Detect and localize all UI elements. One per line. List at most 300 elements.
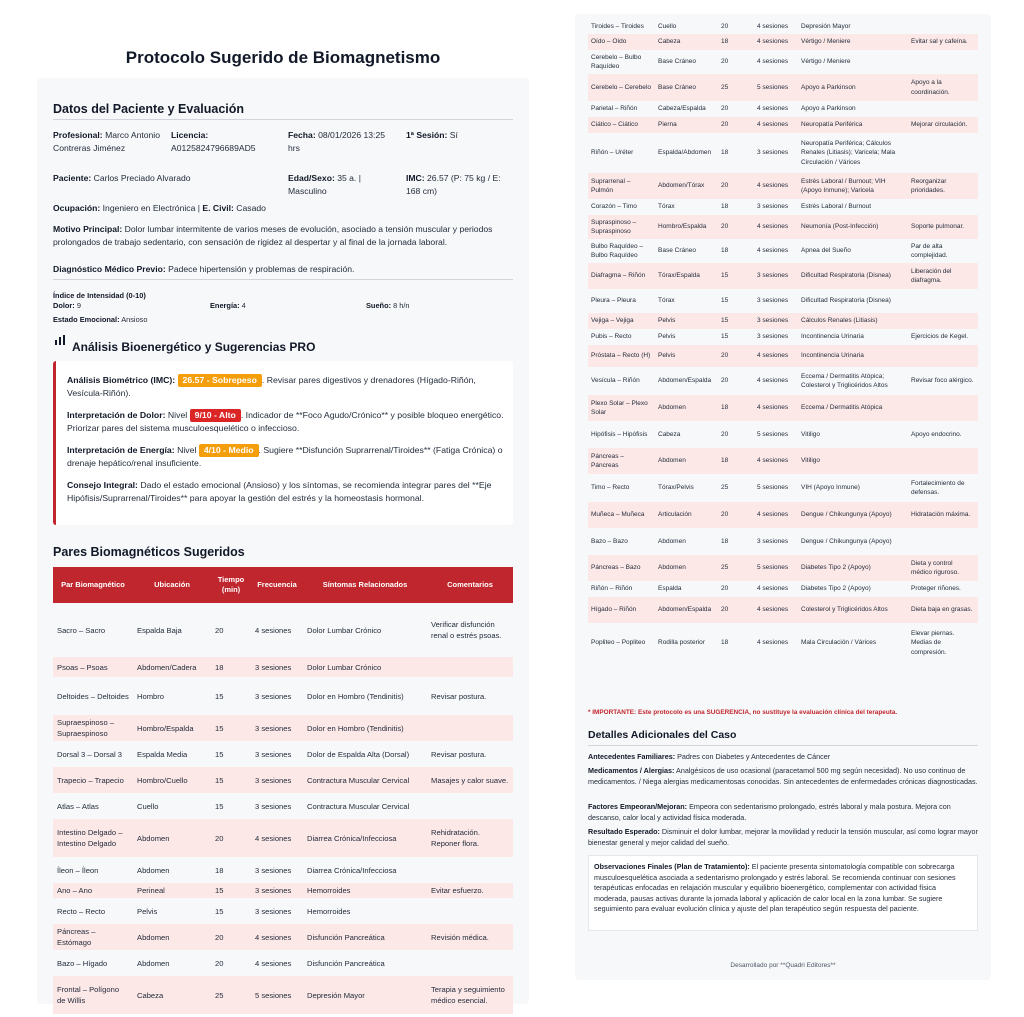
table-cell: Hombro <box>137 691 165 701</box>
table-cell: Diabetes Tipo 2 (Apoyo) <box>801 585 871 593</box>
table-cell: Espalda/Abdomen <box>658 149 712 157</box>
table-cell: Suprarrenal – Pulmón <box>588 173 655 199</box>
table-cell: 4 sesiones <box>754 502 798 528</box>
table-cell: Dengue / Chikungunya (Apoyo) <box>801 537 892 545</box>
table-cell: Abdomen <box>655 448 718 474</box>
field-dolor: Dolor: 9 <box>53 301 81 310</box>
table-row <box>588 367 978 395</box>
table-cell: Base Cráneo <box>655 74 718 101</box>
patient-card <box>37 78 529 1004</box>
field-sueno: Sueño: 8 h/n <box>366 301 410 310</box>
table-cell: Pelvis <box>137 906 158 916</box>
table-cell: Pelvis <box>658 333 676 341</box>
table-cell: Hidratación máxima. <box>908 502 978 528</box>
table-cell: Pierna <box>655 117 718 133</box>
table-cell: Neumonía (Post-Infección) <box>798 215 908 239</box>
table-cell: 4 sesiones <box>754 395 798 421</box>
field-profesional: Profesional: Marco Antonio Contreras Jiménez <box>53 130 160 153</box>
imc-badge: 26.57 - Sobrepeso <box>178 374 262 387</box>
table-row <box>588 448 978 474</box>
table-cell: Articulación <box>655 502 718 528</box>
table-row <box>588 289 978 313</box>
table-cell: Hígado – Riñón <box>588 597 655 623</box>
table-row <box>53 657 513 677</box>
table-row <box>588 395 978 421</box>
table-cell <box>427 950 513 976</box>
table-cell: Vesícula – Riñón <box>591 377 640 385</box>
table-cell: 18 <box>721 247 729 255</box>
table-cell: 5 sesiones <box>754 555 798 581</box>
table-cell: 20 <box>211 924 251 950</box>
table-cell: Íleon – Íleon <box>57 865 99 875</box>
table-cell: Abdomen <box>658 537 686 545</box>
table-cell: Mejorar circulación. <box>908 117 978 133</box>
table-row <box>588 313 978 329</box>
table-cell: Neuropatía Periférica; Cálculos Renales (Litiasis); Varicela; Mala Circulación / Várices <box>801 139 896 166</box>
table-row <box>588 329 978 345</box>
table-cell: Abdomen/Espalda <box>658 377 712 385</box>
table-cell <box>427 715 513 741</box>
field-energia: Energía: 4 <box>210 301 246 310</box>
table-cell: 20 <box>721 23 729 31</box>
field-ocupacion: Ocupación: Ingeniero en Electrónica | E. Civil: Casado <box>53 203 266 213</box>
header-tiempo: Tiempo (min) <box>211 567 251 603</box>
table-row <box>53 924 513 950</box>
table-cell: Diafragma – Riñón <box>588 263 655 289</box>
table-cell: Vértigo / Meniere <box>801 58 851 66</box>
table-cell: 20 <box>721 105 729 113</box>
table-cell: 18 <box>721 639 729 647</box>
table-cell: Bulbo Raquídeo – Bulbo Raquídeo <box>591 242 644 259</box>
table-row <box>53 819 513 857</box>
table-cell: 3 sesiones <box>255 865 292 875</box>
pairs-title: Pares Biomagnéticos Sugeridos <box>53 545 245 559</box>
table-cell: 20 <box>718 345 754 367</box>
table-cell <box>427 793 513 819</box>
table-row <box>588 581 978 597</box>
table-cell: 5 sesiones <box>251 976 303 1014</box>
table-cell: Abdomen/Tórax <box>655 173 718 199</box>
table-cell: 4 sesiones <box>757 58 789 66</box>
table-cell: Hombro/Cuello <box>133 767 211 793</box>
table-cell: Apoyo a Parkinson <box>798 74 908 101</box>
table-row <box>588 74 978 101</box>
table-cell: 20 <box>721 430 729 438</box>
table-cell <box>908 289 978 313</box>
table-cell: 3 sesiones <box>255 691 292 701</box>
table-cell: Revisar foco alérgico. <box>911 377 974 385</box>
table-cell: Recto – Recto <box>57 906 106 916</box>
table-cell: Apoyo a Parkinson <box>801 105 856 113</box>
table-cell: 18 <box>721 537 729 545</box>
table-cell: Depresión Mayor <box>801 23 851 31</box>
table-cell: Apoyo a la coordinación. <box>908 74 978 101</box>
pain-badge: 9/10 - Alto <box>190 409 241 422</box>
table-cell: 18 <box>718 395 754 421</box>
table-cell: 18 <box>718 34 754 50</box>
table-cell: Intestino Delgado – Intestino Delgado <box>53 819 133 857</box>
table-cell <box>908 199 978 215</box>
table-cell: Verificar disfunción renal o estrés psoas. <box>431 620 502 640</box>
analysis-energy: Interpretación de Energía: Nivel 4/10 - Medio . Sugiere **Disfunción Suprarrenal/Tiroides** (Fatiga Crónica) o drenaje hepático/renal insuficiente. <box>67 445 503 468</box>
table-cell: Supraspinoso – Supraspinoso <box>588 215 655 239</box>
table-cell: 4 sesiones <box>754 345 798 367</box>
table-cell: 18 <box>211 657 251 677</box>
field-motivo: Motivo Principal: Dolor lumbar intermitente de varios meses de evolución, asociado a tensión muscular y periodos prolongados de trabajo sedentario, con sensación de rigidez al despertar y al final de la jornada laboral. <box>53 224 493 247</box>
header-ubicacion: Ubicación <box>133 567 211 603</box>
table-cell: Abdomen <box>655 555 718 581</box>
table-cell: Corazón – Timo <box>591 203 637 211</box>
table-cell: Contractura Muscular Cervical <box>307 801 410 811</box>
table-cell: Elevar piernas. Medias de compresión. <box>911 629 955 656</box>
table-cell: Depresión Mayor <box>303 976 427 1014</box>
table-cell: Diarrea Crónica/Infecciosa <box>303 819 427 857</box>
table-cell: 3 sesiones <box>757 149 789 157</box>
table-cell: 3 sesiones <box>251 657 303 677</box>
header-comentarios: Comentarios <box>427 567 513 603</box>
detail-antecedentes: Antecedentes Familiares: Padres con Diabetes y Antecedentes de Cáncer <box>588 752 831 761</box>
analysis-pain: Interpretación de Dolor: Nivel 9/10 - Alto . Indicador de **Foco Agudo/Crónico** y posible bloqueo energético. Priorizar pares del sistema musculoesquelético o infeccioso. <box>67 410 504 433</box>
table-cell: Bazo – Hígado <box>57 958 108 968</box>
protocol-page-right <box>575 14 991 980</box>
table-cell: Evitar esfuerzo. <box>427 883 513 898</box>
table-cell: Eccema / Dermatitis Atópica <box>798 395 908 421</box>
table-cell: Par de alta complejidad. <box>911 242 948 259</box>
table-cell: Mala Circulación / Várices <box>801 639 877 647</box>
table-cell: Neuropatía Periférica <box>798 117 908 133</box>
table-cell: Bazo – Bazo <box>591 537 628 545</box>
table-row <box>588 215 978 239</box>
table-row <box>588 20 978 34</box>
table-cell: 4 sesiones <box>757 105 789 113</box>
table-cell: Vejiga – Vejiga <box>588 313 655 329</box>
table-cell: Sacro – Sacro <box>57 625 106 635</box>
table-row <box>588 474 978 502</box>
field-diagnostico: Diagnóstico Médico Previo: Padece hipertensión y problemas de respiración. <box>53 264 355 274</box>
table-cell: 18 <box>721 149 729 157</box>
table-cell: Rodilla posterior <box>658 639 705 647</box>
table-cell: Disfunción Pancreática <box>307 958 385 968</box>
table-row <box>53 793 513 819</box>
table-cell: 15 <box>215 906 224 916</box>
table-cell <box>908 448 978 474</box>
table-cell: Dorsal 3 – Dorsal 3 <box>57 749 122 759</box>
table-cell: Pubis – Recto <box>591 333 632 341</box>
table-row <box>588 597 978 623</box>
table-cell <box>908 101 978 117</box>
table-cell: Reorganizar prioridades. <box>908 173 978 199</box>
table-cell: 20 <box>215 958 224 968</box>
table-cell <box>908 133 978 173</box>
table-cell: Supraespinoso – Supraespinoso <box>53 715 133 741</box>
table-cell: 15 <box>721 297 729 305</box>
table-cell: 4 sesiones <box>754 117 798 133</box>
table-cell: Pleura – Pleura <box>591 297 636 305</box>
table-cell: 4 sesiones <box>754 173 798 199</box>
field-estado-emocional: Estado Emocional: Ansioso <box>53 315 148 324</box>
bar-chart-icon <box>54 334 66 346</box>
table-cell: Riñón – Riñón <box>591 585 633 593</box>
table-cell: Rehidratación. Reponer flora. <box>427 819 513 857</box>
table-row <box>588 502 978 528</box>
table-cell: Dolor de Espalda Alta (Dorsal) <box>307 749 410 759</box>
table-row <box>53 603 513 657</box>
table-cell: Soporte pulmonar. <box>908 215 978 239</box>
table-row <box>53 741 513 767</box>
table-cell: Cabeza/Espalda <box>658 105 706 113</box>
table-cell: 15 <box>211 883 251 898</box>
pairs-table-continued <box>588 20 978 663</box>
table-cell: Hombro/Espalda <box>133 715 211 741</box>
table-cell: Atlas – Atlas <box>57 801 99 811</box>
table-cell: Hemorroides <box>307 906 351 916</box>
table-cell: Tórax/Espalda <box>655 263 718 289</box>
table-cell: Proteger riñones. <box>911 585 961 593</box>
table-cell: 20 <box>215 625 224 635</box>
table-header-row <box>53 567 513 603</box>
table-cell: Dieta baja en grasas. <box>908 597 978 623</box>
table-cell: Psoas – Psoas <box>53 657 133 677</box>
detail-medicamentos: Medicamentos / Alergias: Analgésicos de uso ocasional (paracetamol 500 mg según necesidad). No uso continuo de medicamentos. / Niega alergias medicamentosas conocidas. Sin antecedentes de enfermedades crónicas diagnosticadas. <box>588 766 978 786</box>
table-row <box>588 345 978 367</box>
table-cell: 20 <box>718 597 754 623</box>
table-cell <box>908 20 978 34</box>
table-row <box>53 677 513 715</box>
table-cell: 20 <box>718 117 754 133</box>
table-row <box>588 555 978 581</box>
table-cell: Dengue / Chikungunya (Apoyo) <box>798 502 908 528</box>
table-cell: 3 sesiones <box>757 203 789 211</box>
observations-box: Observaciones Finales (Plan de Tratamiento): El paciente presenta sintomatología compatible con sobrecarga musculoesquelética asociada a sedentarismo prolongado y estrés laboral. Se recomienda continuar con sesiones terapéuticas enfocadas en relajación muscular y equilibrio bioenergético, complementar con actividad física moderada, pausas activas durante la jornada laboral y aplicación de calor local en la zona lumbar. Se sugiere seguimiento para evaluar evolución clínica y ajuste del plan terapéutico según respuesta del paciente. <box>588 855 978 931</box>
analysis-biometric: Análisis Biométrico (IMC): 26.57 - Sobrepeso . Revisar pares digestivos y drenadores (Hígado-Riñón, Vesícula-Riñón). <box>67 375 476 398</box>
table-cell: 18 <box>215 865 224 875</box>
table-cell: Ciático – Ciático <box>588 117 655 133</box>
table-cell: Hombro/Espalda <box>655 215 718 239</box>
table-row <box>588 173 978 199</box>
table-row <box>588 50 978 74</box>
header-sintomas: Síntomas Relacionados <box>303 567 427 603</box>
table-cell: Pelvis <box>655 313 718 329</box>
table-cell: Popliteo – Popliteo <box>591 639 646 647</box>
footer-credit: Desarrollado por **Quadri Editores** <box>730 962 836 969</box>
table-row <box>588 133 978 173</box>
table-cell: Páncreas – Estómago <box>53 924 133 950</box>
analysis-title: Análisis Bioenergético y Sugerencias PRO <box>72 340 316 354</box>
detail-factores: Factores Empeoran/Mejoran: Empeora con sedentarismo prolongado, estrés laboral y mala postura. Mejora con descanso, calor local y actividad física moderada. <box>588 802 951 822</box>
table-row <box>588 239 978 263</box>
table-cell: 4 sesiones <box>251 819 303 857</box>
table-cell: Páncreas – Bazo <box>588 555 655 581</box>
table-cell: Cerebelo – Cerebelo <box>588 74 655 101</box>
table-cell: 25 <box>718 74 754 101</box>
table-cell: Frontal – Polígono de Willis <box>53 976 133 1014</box>
table-cell: 18 <box>721 203 729 211</box>
table-cell: 3 sesiones <box>255 801 292 811</box>
field-licencia: Licencia: A0125824796689AD5 <box>171 130 256 153</box>
table-cell: 3 sesiones <box>251 883 303 898</box>
table-row <box>53 767 513 793</box>
table-cell: 4 sesiones <box>757 639 789 647</box>
table-cell: Cálculos Renales (Litiasis) <box>798 313 908 329</box>
table-cell: 4 sesiones <box>754 448 798 474</box>
table-cell: 20 <box>721 585 729 593</box>
table-row <box>53 857 513 883</box>
table-cell: Espalda Media <box>137 749 188 759</box>
table-cell: Liberación del diafragma. <box>908 263 978 289</box>
table-cell: 18 <box>718 448 754 474</box>
table-cell: 20 <box>718 173 754 199</box>
table-cell: Tórax <box>658 203 675 211</box>
table-cell: 3 sesiones <box>754 263 798 289</box>
table-cell: Trapecio – Trapecio <box>53 767 133 793</box>
table-cell: 4 sesiones <box>757 247 789 255</box>
table-cell: Apoyo endocrino. <box>911 430 962 438</box>
details-title: Detalles Adicionales del Caso <box>588 729 737 741</box>
table-cell: 20 <box>718 502 754 528</box>
table-cell: Revisar postura. <box>431 691 487 701</box>
table-cell: Cabeza <box>655 34 718 50</box>
table-cell: Diarrea Crónica/Infecciosa <box>307 865 397 875</box>
table-cell: Diabetes Tipo 2 (Apoyo) <box>798 555 908 581</box>
table-cell: 25 <box>211 976 251 1014</box>
table-cell: Espalda Baja <box>137 625 182 635</box>
header-par: Par Biomagnético <box>53 567 133 603</box>
table-cell <box>908 50 978 74</box>
table-row <box>588 421 978 448</box>
table-cell: Timo – Recto <box>591 484 630 492</box>
table-cell: 15 <box>215 749 224 759</box>
table-cell: 15 <box>718 313 754 329</box>
protocol-page-left <box>37 28 529 1004</box>
table-cell: Evitar sal y cafeína. <box>908 34 978 50</box>
table-cell: Hemorroides <box>303 883 427 898</box>
table-cell: 5 sesiones <box>754 74 798 101</box>
table-cell: Revisión médica. <box>427 924 513 950</box>
table-row <box>53 883 513 898</box>
table-cell: Espalda <box>658 585 682 593</box>
table-cell: Dolor Lumbar Crónico <box>303 657 427 677</box>
table-cell: Muñeca – Muñeca <box>588 502 655 528</box>
table-cell: Contractura Muscular Cervical <box>303 767 427 793</box>
table-cell: 25 <box>721 484 729 492</box>
table-cell: 4 sesiones <box>754 34 798 50</box>
table-cell: 4 sesiones <box>754 597 798 623</box>
table-cell: Dolor Lumbar Crónico <box>307 625 382 635</box>
table-cell: Dolor en Hombro (Tendinitis) <box>303 715 427 741</box>
table-cell: Cuello <box>137 801 159 811</box>
table-cell: Riñón – Uréter <box>591 149 634 157</box>
table-cell: Próstata – Recto (H) <box>588 345 655 367</box>
table-cell <box>908 395 978 421</box>
table-cell: Revisar postura. <box>431 749 487 759</box>
table-cell: Dieta y control médico riguroso. <box>908 555 978 581</box>
table-cell: 20 <box>721 58 729 66</box>
table-cell: Pelvis <box>655 345 718 367</box>
table-cell: Estrés Laboral / Burnout <box>801 203 872 211</box>
table-cell <box>427 657 513 677</box>
analysis-box <box>53 361 513 525</box>
table-cell: Deltoides – Deltoides <box>57 691 129 701</box>
table-cell: Dificultad Respiratoria (Disnea) <box>798 263 908 289</box>
table-cell: Perineal <box>133 883 211 898</box>
table-cell: Ano – Ano <box>53 883 133 898</box>
table-cell <box>908 345 978 367</box>
table-cell: 15 <box>718 263 754 289</box>
table-cell: 3 sesiones <box>255 749 292 759</box>
disclaimer: * IMPORTANTE: Este protocolo es una SUGERENCIA, no sustituye la evaluación clínica del terapeuta. <box>588 709 898 716</box>
table-cell: 5 sesiones <box>757 430 789 438</box>
table-cell: 15 <box>215 691 224 701</box>
table-row <box>53 976 513 1014</box>
table-cell: Vitiligo <box>798 448 908 474</box>
table-cell: 15 <box>721 333 729 341</box>
table-cell <box>427 857 513 883</box>
field-imc: IMC: 26.57 (P: 75 kg / E: 168 cm) <box>406 173 501 196</box>
table-row <box>53 950 513 976</box>
table-cell: 4 sesiones <box>754 215 798 239</box>
table-cell: Masajes y calor suave. <box>427 767 513 793</box>
table-row <box>588 117 978 133</box>
table-cell: 5 sesiones <box>757 484 789 492</box>
field-sesion: 1ª Sesión: Sí <box>406 130 458 140</box>
table-cell: 4 sesiones <box>757 377 789 385</box>
table-cell: Incontinencia Urinaria <box>801 333 864 341</box>
table-cell: 3 sesiones <box>255 906 292 916</box>
table-cell: Abdomen <box>133 819 211 857</box>
detail-resultado: Resultado Esperado: Disminuir el dolor lumbar, mejorar la movilidad y reducir la tensión muscular, así como lograr mayor bienestar general y mejor calidad del sueño. <box>588 827 978 847</box>
table-cell: 15 <box>215 801 224 811</box>
header-frecuencia: Frecuencia <box>251 567 303 603</box>
table-cell: 4 sesiones <box>757 23 789 31</box>
table-cell: 25 <box>718 555 754 581</box>
table-cell: Eccema / Dermatitis Atópica; Colesterol y Triglicéridos Altos <box>801 372 888 389</box>
section-divider <box>53 119 513 120</box>
table-row <box>588 199 978 215</box>
table-cell: Dificultad Respiratoria (Disnea) <box>801 297 891 305</box>
section-divider <box>53 279 513 280</box>
table-cell: 4 sesiones <box>255 625 292 635</box>
field-paciente: Paciente: Carlos Preciado Alvarado <box>53 173 191 183</box>
table-cell: Abdomen <box>137 865 170 875</box>
table-cell <box>908 313 978 329</box>
table-cell: Páncreas – Páncreas <box>588 448 655 474</box>
field-edad-sexo: Edad/Sexo: 35 a. | Masculino <box>288 173 361 196</box>
table-cell: Cuello <box>658 23 677 31</box>
pairs-table <box>53 567 513 1014</box>
table-row <box>588 528 978 555</box>
table-cell: 15 <box>211 715 251 741</box>
table-cell: 15 <box>211 767 251 793</box>
table-row <box>588 623 978 663</box>
table-cell <box>908 528 978 555</box>
document-title: Protocolo Sugerido de Biomagnetismo <box>125 48 441 67</box>
table-cell: 3 sesiones <box>251 767 303 793</box>
section-divider <box>588 745 978 746</box>
table-cell: Parietal – Riñón <box>591 105 638 113</box>
field-fecha: Fecha: 08/01/2026 13:25 hrs <box>288 130 385 153</box>
table-cell: 3 sesiones <box>757 537 789 545</box>
table-row <box>588 34 978 50</box>
table-cell: 4 sesiones <box>757 585 789 593</box>
table-cell: Plexo Solar – Plexo Solar <box>588 395 655 421</box>
table-cell: Abdomen <box>655 395 718 421</box>
table-cell: Abdomen <box>133 924 211 950</box>
table-cell: Colesterol y Triglicéridos Altos <box>798 597 908 623</box>
table-cell: Tiroides – Tiroides <box>591 23 644 31</box>
table-cell: Cerebelo – Bulbo Raquídeo <box>591 53 642 70</box>
table-cell: 4 sesiones <box>251 924 303 950</box>
table-cell <box>427 898 513 924</box>
